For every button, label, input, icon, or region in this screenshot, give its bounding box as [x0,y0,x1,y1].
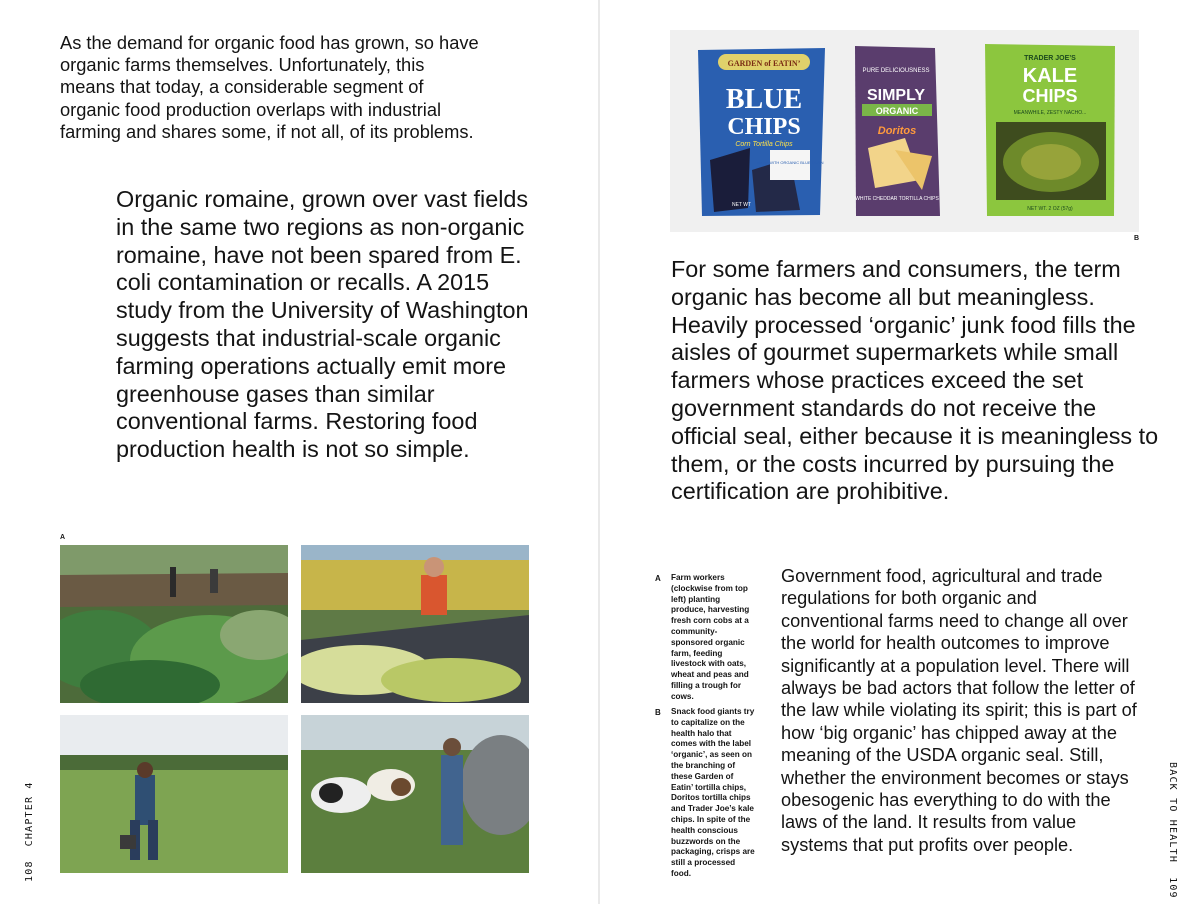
kale-chips-bag [985,44,1115,216]
bag2-name-1: SIMPLY [866,87,926,104]
right-body-paragraph: Government food, agricultural and trade regulations for both organic and conventional farms need to change all over the world for health outcomes to improve significantly at a population level. There will always be bad actors that follow the letter of the law while violating its spirit; this is part of how ‘big organic’ has chipped away at the meaning of the USDA organic seal. Still, whether the environment becomes or stays obesogenic has everything to do with the laws of the land. It results from value systems that put profits over people. [781,566,1137,855]
bag1-name-2: CHIPS [727,114,801,140]
bag3-name-2: CHIPS [1022,86,1078,106]
bag3-weight: NET WT. 2 OZ (57g) [1027,206,1073,212]
left-folio [24,767,35,882]
bag1-sub: Corn Tortilla Chips [735,141,793,148]
right-folio [1167,762,1178,913]
left-page-number: 108 [24,860,35,882]
page-gutter [598,0,600,904]
bag3-brand: TRADER JOE’S [1024,55,1076,62]
bag2-badge: WHITE CHEDDAR TORTILLA CHIPS [855,196,939,202]
bag3-sub: MEANWHILE, ZESTY NACHO... [1013,110,1087,116]
photo-planting-produce [60,545,288,703]
photo-corn-harvest [301,545,529,703]
right-section-label: BACK TO HEALTH [1167,762,1178,864]
caption-b-text: Snack food giants try to capitalize on the health halo that comes with the label ‘organic’, as seen on the branching of these Garden of Eatin’ tortilla chips, Doritos tortilla chips and Trader Joe’s kale chips. In spite of the health conscious buzzwords on the packaging, crisps are still a processed food. [671,707,755,878]
caption-b-letter: B [655,708,661,717]
bag1-weight: NET WT [732,202,752,208]
figure-b-label: B [1134,235,1140,242]
caption-a-letter: A [655,574,661,583]
bag2-name-2: ORGANIC [875,106,919,116]
figure-a-label: A [60,534,66,541]
intro-paragraph: As the demand for organic food has grown, so have organic farms themselves. Unfortunately, this means that today, a considerable segment of organic food production overlaps with industrial farming and shares some, if not all, of its problems. [60,32,479,142]
left-chapter-label: CHAPTER 4 [24,781,35,847]
photo-cows-trough [301,715,529,873]
blue-chips-bag [698,48,825,216]
doritos-bag [855,46,940,216]
bag1-name-1: BLUE [725,84,803,115]
bag2-brand: PURE DELICIOUSNESS [862,68,930,74]
bag2-sub: Doritos [877,125,917,137]
chips-photo-svg [670,30,1139,232]
bag1-badge: MADE WITH ORGANIC BLUE CORN [756,160,824,165]
left-pull-quote: Organic romaine, grown over vast fields in the same two regions as non-organic romaine, have not been spared from E. coli contamination or recalls. A 2015 study from the University of Washington suggests that industrial-scale organic farming operations actually emit more greenhouse gases than similar conventional farms. Restoring food production health is not so simple. [116,186,529,463]
bag1-brand: GARDEN of EATIN’ [727,59,801,68]
photo-feeding-livestock [60,715,288,873]
right-page-number: 109 [1167,877,1178,899]
right-pull-quote: For some farmers and consumers, the term organic has become all but meaningless. Heavily processed ‘organic’ junk food fills the aisles of gourmet supermarkets while small farmers whose practices exceed the set government standards do not receive the official seal, either because it is meaningless to them, or the costs incurred by pursuing the certification are prohibitive. [671,256,1159,505]
chips-photo [670,30,1139,232]
bag3-name-1: KALE [1022,65,1078,87]
caption-a-text: Farm workers (clockwise from top left) planting produce, harvesting fresh corn cobs at a community-sponsored organic farm, feeding livestock with oats, wheat and peas and filling a trough for cows. [671,573,750,701]
